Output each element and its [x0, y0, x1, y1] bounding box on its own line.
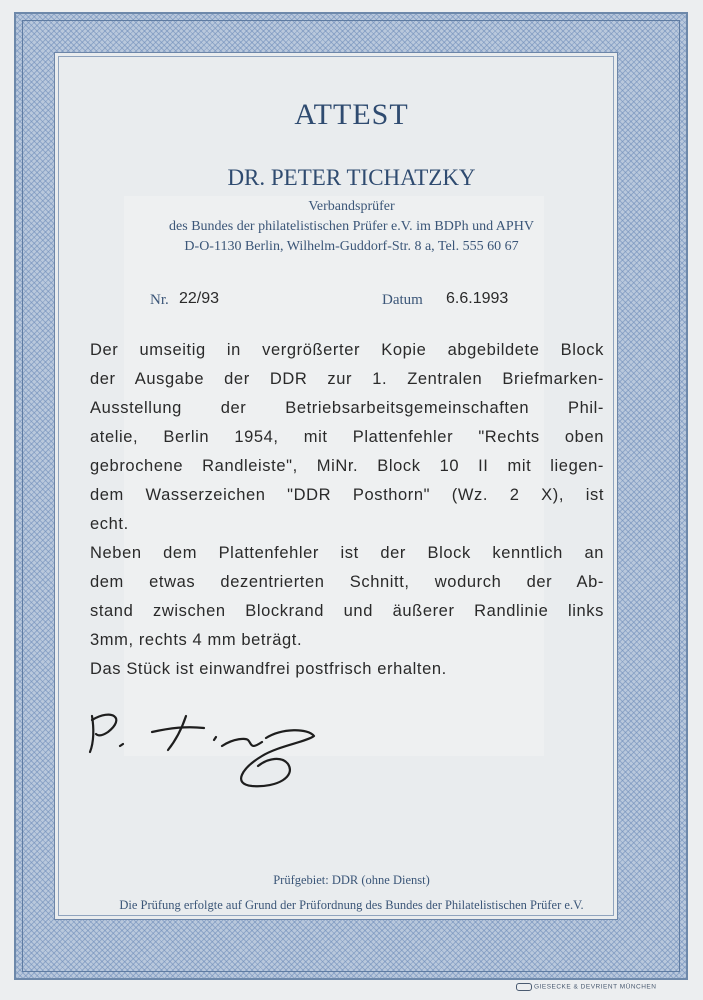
text-line: gebrochene Randleiste", MiNr. Block 10 II mit liegen-: [90, 457, 604, 475]
examiner-association: des Bundes der philatelistischen Prüfer e.V. im BDPh und APHV: [169, 219, 534, 234]
handwritten-signature: [82, 706, 322, 796]
date-value: 6.6.1993: [446, 290, 509, 307]
examination-area: Prüfgebiet: DDR (ohne Dienst): [273, 873, 430, 887]
printer-mark: [516, 983, 656, 991]
number-value: 22/93: [179, 290, 220, 307]
attestation-text: [90, 336, 604, 684]
examination-regulations: Die Prüfung erfolgte auf Grund der Prüfordnung des Bundes der Philatelistischen Prüfer e.V.: [119, 898, 584, 912]
printer-name: GIESECKE & DEVRIENT MÜNCHEN: [534, 983, 657, 991]
text-line: 3mm, rechts 4 mm beträgt.: [90, 631, 303, 649]
examiner-address: D-O-1130 Berlin, Wilhelm-Guddorf-Str. 8 a, Tel. 555 60 67: [184, 239, 519, 254]
text-line: Das Stück ist einwandfrei postfrisch erhalten.: [90, 660, 447, 678]
text-line: Neben dem Plattenfehler ist der Block kenntlich an: [90, 544, 604, 562]
certificate-title: ATTEST: [294, 98, 409, 131]
text-line: dem etwas dezentrierten Schnitt, wodurch der Ab-: [90, 573, 604, 591]
text-line: atelie, Berlin 1954, mit Plattenfehler "Rechts oben: [90, 428, 604, 446]
text-line: stand zwischen Blockrand und äußerer Randlinie links: [90, 602, 604, 620]
text-line: Ausstellung der Betriebsarbeitsgemeinschaften Phil-: [90, 399, 604, 417]
date-label: Datum: [382, 292, 423, 308]
examiner-role: Verbandsprüfer: [308, 199, 395, 214]
examiner-name: DR. PETER TICHATZKY: [227, 165, 476, 190]
text-line: der Ausgabe der DDR zur 1. Zentralen Briefmarken-: [90, 370, 604, 388]
number-label: Nr.: [150, 292, 169, 308]
text-line: dem Wasserzeichen "DDR Posthorn" (Wz. 2 X), ist: [90, 486, 604, 504]
text-line: echt.: [90, 515, 129, 533]
gd-logo-icon: [516, 983, 532, 991]
text-line: Der umseitig in vergrößerter Kopie abgebildete Block: [90, 341, 604, 359]
